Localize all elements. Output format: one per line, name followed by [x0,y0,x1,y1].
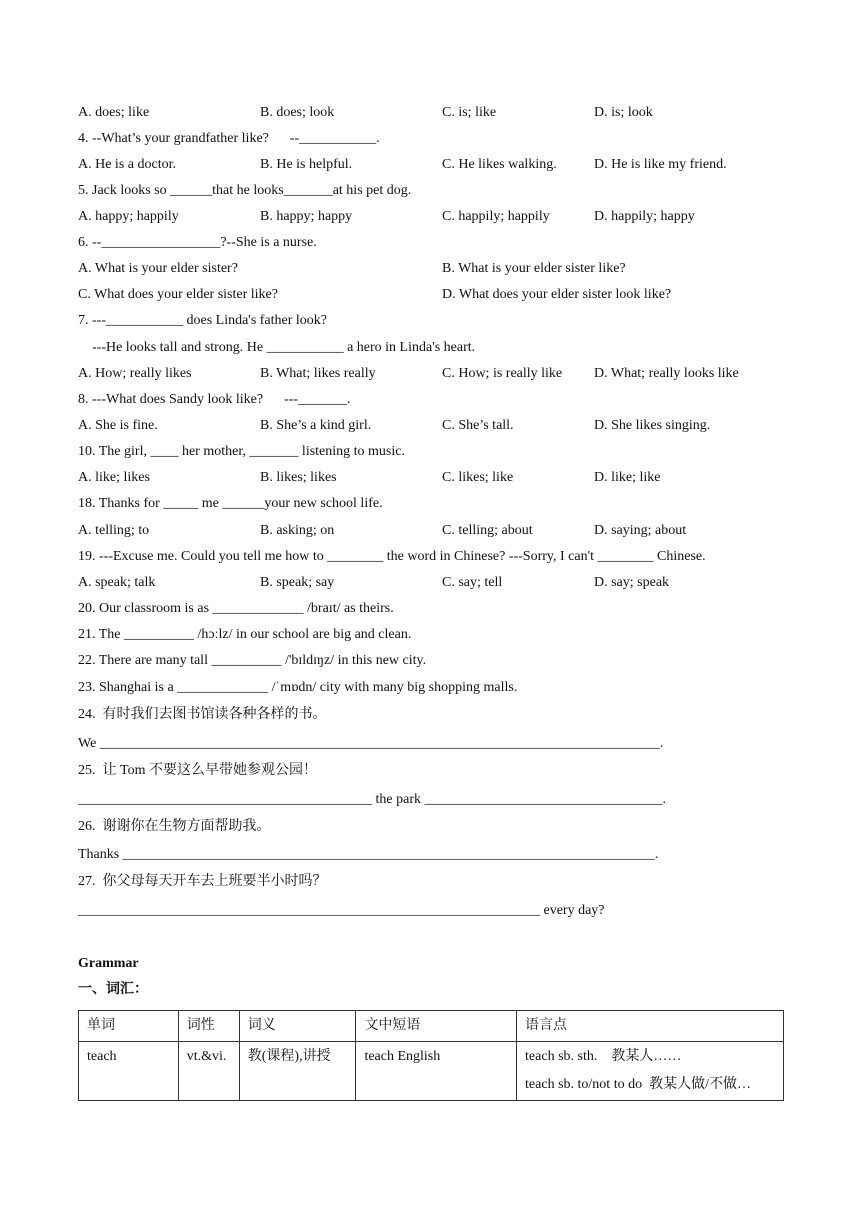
option-b: B. What; likes really [260,366,376,381]
option-a: A. telling; to [78,523,150,538]
option-a: A. He is a doctor. [78,157,176,172]
fill-in-item: 22. There are many tall __________ /'bɪldɪŋz/ in this new city. [78,653,427,668]
option-c: C. What does your elder sister like? [78,287,278,302]
question-stem: 18. Thanks for _____ me ______your new school life. [78,496,383,511]
translation-prompt: 25. 让 Tom 不要这么早带她参观公园！ [78,763,317,778]
option-c: C. say; tell [442,575,503,590]
option-c: C. is; like [442,105,497,120]
header-cell-language-point: 语言点 [517,1011,784,1042]
translation-answer-line: __________________________________________________________________ every day? [78,903,605,918]
option-b: B. He is helpful. [260,157,353,172]
question-stem: 7. ---___________ does Linda's father look? [78,313,328,328]
option-b: B. likes; likes [260,470,337,485]
translation-prompt: 24. 有时我们去图书馆读各种各样的书。 [78,707,327,722]
option-c: C. How; is really like [442,366,563,381]
option-a: A. speak; talk [78,575,156,590]
header-cell-meaning: 词义 [239,1011,356,1042]
language-point-line: teach sb. to/not to do 教某人做/不做… [525,1077,751,1092]
option-a: A. How; really likes [78,366,192,381]
option-d: D. like; like [594,470,661,485]
option-a: A. happy; happily [78,209,179,224]
question-stem: 4. --What’s your grandfather like? --___________. [78,131,380,146]
option-b: B. does; look [260,105,335,120]
vocabulary-subheading: 一、词汇： [78,982,148,997]
table-header-row [79,1011,784,1042]
option-c: C. likes; like [442,470,514,485]
translation-answer-line: We ________________________________________________________________________________. [78,736,664,751]
question-stem: 10. The girl, ____ her mother, _______ listening to music. [78,444,405,459]
option-b: B. asking; on [260,523,335,538]
fill-in-item: 21. The __________ /hɔːlz/ in our school are big and clean. [78,627,412,642]
option-d: D. saying; about [594,523,687,538]
header-cell-pos: 词性 [178,1011,239,1042]
option-b: B. happy; happy [260,209,353,224]
option-c: C. She’s tall. [442,418,514,433]
cell-word: teach [79,1042,179,1101]
header-cell-word: 单词 [79,1011,179,1042]
question-stem: 8. ---What does Sandy look like? ---_______. [78,392,351,407]
translation-prompt: 27. 你父母每天开车去上班要半小时吗？ [78,874,327,889]
translation-answer-line: __________________________________________ the park __________________________________. [78,792,666,807]
question-stem-continued: ---He looks tall and strong. He ___________ a hero in Linda's heart. [92,340,476,355]
header-cell-phrase: 文中短语 [356,1011,517,1042]
option-a: A. like; likes [78,470,150,485]
question-stem: 5. Jack looks so ______that he looks_______at his pet dog. [78,183,412,198]
option-a: A. does; like [78,105,150,120]
translation-answer-line: Thanks ____________________________________________________________________________. [78,847,659,862]
cell-phrase: teach English [356,1042,517,1101]
option-b: B. She’s a kind girl. [260,418,372,433]
option-c: C. happily; happily [442,209,550,224]
option-c: C. He likes walking. [442,157,557,172]
cell-pos: vt.&vi. [178,1042,239,1101]
language-point-line: teach sb. sth. 教某人…… [525,1049,682,1064]
option-d: D. What does your elder sister look like? [442,287,672,302]
option-d: D. What; really looks like [594,366,739,381]
question-stem: 6. --_________________?--She is a nurse. [78,235,317,250]
option-d: D. is; look [594,105,653,120]
fill-in-item: 23. Shanghai is a _____________ /ˈmɒdn/ city with many big shopping malls. [78,680,518,695]
table-row [79,1042,784,1101]
option-d: D. say; speak [594,575,670,590]
option-c: C. telling; about [442,523,533,538]
option-d: D. She likes singing. [594,418,711,433]
option-d: D. happily; happy [594,209,695,224]
option-b: B. What is your elder sister like? [442,261,626,276]
grammar-heading: Grammar [78,956,139,971]
cell-meaning: 教(课程),讲授 [239,1042,356,1101]
cell-language-point [517,1042,784,1101]
option-b: B. speak; say [260,575,335,590]
option-a: A. She is fine. [78,418,158,433]
option-a: A. What is your elder sister? [78,261,238,276]
fill-in-item: 20. Our classroom is as _____________ /braɪt/ as theirs. [78,601,394,616]
translation-prompt: 26. 谢谢你在生物方面帮助我。 [78,819,271,834]
option-d: D. He is like my friend. [594,157,727,172]
question-stem: 19. ---Excuse me. Could you tell me how to ________ the word in Chinese? ---Sorry, I can't ________ Chinese. [78,549,706,564]
vocabulary-table [78,1010,784,1101]
